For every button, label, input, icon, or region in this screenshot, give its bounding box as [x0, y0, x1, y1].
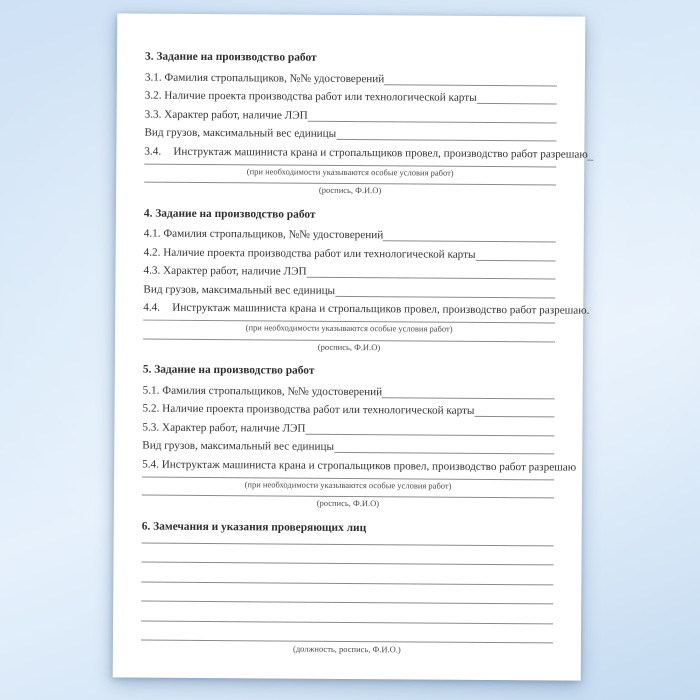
field-label: Инструктаж машиниста крана и стропальщиков провел, производство работ разрешаю: [173, 145, 588, 161]
form-field-row: [145, 67, 557, 88]
blank-line: [142, 542, 554, 546]
blank-line: [141, 601, 553, 605]
fill-in-line: [588, 159, 594, 160]
footnote-conditions: (при необходимости указываются особые условия работ): [244, 478, 452, 491]
field-label: 3.3. Характер работ, наличие ЛЭП: [144, 108, 308, 122]
form-field-row: [143, 398, 555, 419]
fill-in-line: [474, 416, 554, 418]
section-3: [144, 48, 588, 203]
form-field-row: [143, 297, 590, 318]
section-4-title: 4. Задание на производство работ: [143, 207, 316, 221]
form-field-row: [144, 122, 556, 143]
field-label: Вид грузов, максимальный вес единицы: [144, 126, 337, 140]
form-field-row: [144, 141, 588, 162]
fill-in-line: [335, 295, 555, 298]
footnote-signature: (роспись, Ф.И.О): [317, 341, 381, 352]
footnote-signature: (роспись, Ф.И.О): [318, 184, 382, 196]
footnote-conditions: (при необходимости указываются особые условия работ): [246, 165, 454, 178]
footnote-signature: (роспись, Ф.И.О): [316, 497, 380, 509]
field-label: Вид грузов, максимальный вес единицы: [142, 439, 335, 453]
form-field-row: [145, 104, 557, 125]
signature-block: [142, 495, 554, 516]
field-label: 5.4. Инструктаж машиниста крана и стропальщиков провел, производство работ разрешаю: [142, 458, 577, 474]
field-label: 4.1. Фамилия стропальщиков, №№ удостоверений: [143, 227, 384, 242]
form-field-row: [142, 454, 577, 475]
form-page: [113, 13, 590, 680]
form-field-row: [143, 279, 555, 300]
fill-in-line: [336, 139, 556, 142]
form-field-row: [142, 435, 554, 456]
section-5-title: 5. Задание на производство работ: [142, 363, 315, 377]
footnote-conditions: (при необходимости указываются особые условия работ): [245, 322, 453, 334]
field-label: 5.2. Наличие проекта производства работ или технологической карты: [142, 402, 475, 417]
field-label: Вид грузов, максимальный вес единицы: [143, 283, 336, 297]
form-field-row: [143, 260, 555, 281]
field-label: 5.3. Характер работ, наличие ЛЭП: [142, 421, 306, 435]
section-6: [141, 517, 554, 656]
form-field-row: [145, 85, 557, 106]
fill-in-line: [382, 397, 555, 399]
fill-in-line: [384, 84, 557, 86]
form-field-row: [143, 380, 555, 401]
form-field-row: [144, 223, 556, 244]
fill-in-line: [476, 259, 556, 261]
blank-line: [141, 562, 553, 566]
fill-in-line: [477, 103, 557, 105]
section-5: [142, 361, 577, 516]
blank-line: [141, 581, 553, 585]
form-page-content: [113, 13, 590, 656]
section-6-title: 6. Замечания и указания проверяющих лиц: [141, 520, 367, 534]
fill-in-line: [383, 240, 556, 242]
field-label: 5.1. Фамилия стропальщиков, №№ удостоверений: [142, 384, 383, 398]
section-4: [143, 204, 590, 359]
form-field-row: [144, 242, 556, 263]
section-3-title: 3. Задание на производство работ: [144, 50, 317, 64]
blank-line: [141, 620, 553, 624]
signature-block: [144, 182, 556, 203]
form-field-row: [142, 417, 554, 438]
field-number: 4.4.: [143, 301, 161, 314]
field-label: 4.3. Характер работ, наличие ЛЭП: [143, 264, 307, 278]
fill-in-line: [334, 452, 554, 455]
signature-block: [143, 338, 555, 359]
field-label: 4.2. Наличие проекта производства работ или технологической карты: [143, 246, 476, 261]
field-number: 3.4.: [144, 145, 162, 158]
field-label: 3.1. Фамилия стропальщиков, №№ удостоверений: [144, 71, 385, 85]
field-label: Инструктаж машиниста крана и стропальщиков провел, производство работ разрешаю.: [172, 301, 590, 317]
field-label: 3.2. Наличие проекта производства работ или технологической карты: [144, 89, 477, 104]
footnote-position-signature: (должность, роспись, Ф.И.О.): [292, 643, 401, 655]
